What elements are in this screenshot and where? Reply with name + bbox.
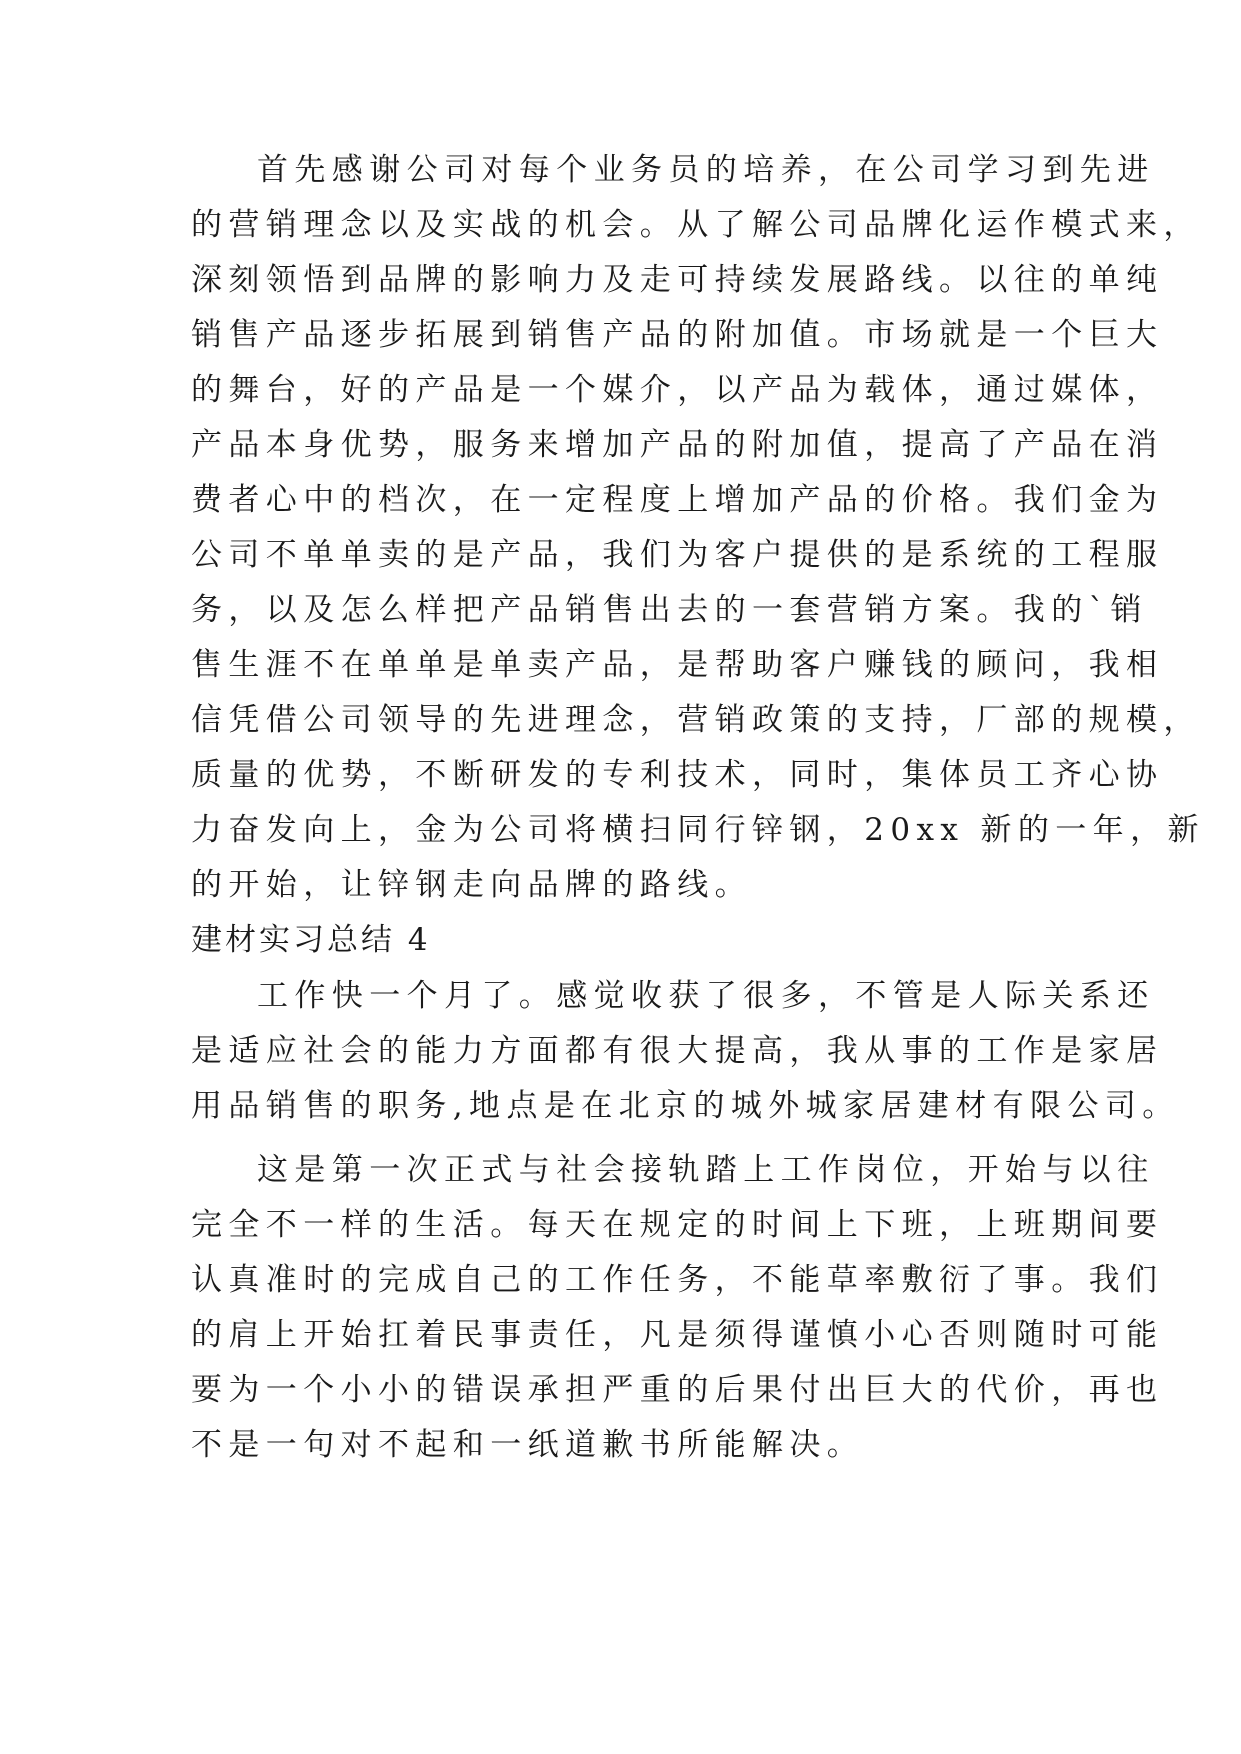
paragraph-line: 产品本身优势，服务来增加产品的附加值，提高了产品在消: [191, 427, 1164, 463]
paragraph-line: 质量的优势，不断研发的专利技术，同时，集体员工齐心协: [191, 757, 1164, 793]
paragraph-line: 公司不单单卖的是产品，我们为客户提供的是系统的工程服: [191, 537, 1164, 573]
paragraph-line: 完全不一样的生活。每天在规定的时间上下班，上班期间要: [191, 1207, 1164, 1243]
paragraph-line: 深刻领悟到品牌的影响力及走可持续发展路线。以往的单纯: [191, 262, 1164, 298]
paragraph-line: 的舞台，好的产品是一个媒介，以产品为载体，通过媒体，: [191, 372, 1164, 408]
paragraph-line: 认真准时的完成自己的工作任务，不能草率敷衍了事。我们: [191, 1262, 1164, 1298]
paragraph-line: 用品销售的职务,地点是在北京的城外城家居建材有限公司。: [191, 1088, 1180, 1124]
section-heading: 建材实习总结 4: [191, 922, 431, 958]
paragraph-line: 销售产品逐步拓展到销售产品的附加值。市场就是一个巨大: [191, 317, 1164, 353]
paragraph-line: 的营销理念以及实战的机会。从了解公司品牌化运作模式来，: [191, 207, 1201, 243]
paragraph-line: 售生涯不在单单是单卖产品，是帮助客户赚钱的顾问，我相: [191, 647, 1164, 683]
paragraph-line: 首先感谢公司对每个业务员的培养，在公司学习到先进: [257, 152, 1155, 188]
paragraph-line: 工作快一个月了。感觉收获了很多，不管是人际关系还: [257, 978, 1155, 1014]
paragraph-line: 务，以及怎么样把产品销售出去的一套营销方案。我的`销: [191, 592, 1148, 628]
paragraph-line: 的开始，让锌钢走向品牌的路线。: [191, 867, 752, 903]
paragraph-line: 费者心中的档次，在一定程度上增加产品的价格。我们金为: [191, 482, 1164, 518]
paragraph-line: 信凭借公司领导的先进理念，营销政策的支持，厂部的规模，: [191, 702, 1201, 738]
paragraph-line: 力奋发向上，金为公司将横扫同行锌钢，20xx 新的一年，新: [191, 812, 1205, 848]
paragraph-line: 的肩上开始扛着民事责任，凡是须得谨慎小心否则随时可能: [191, 1317, 1164, 1353]
paragraph-line: 要为一个小小的错误承担严重的后果付出巨大的代价，再也: [191, 1372, 1164, 1408]
paragraph-line: 是适应社会的能力方面都有很大提高，我从事的工作是家居: [191, 1033, 1164, 1069]
paragraph-line: 这是第一次正式与社会接轨踏上工作岗位，开始与以往: [257, 1152, 1155, 1188]
paragraph-line: 不是一句对不起和一纸道歉书所能解决。: [191, 1427, 865, 1463]
